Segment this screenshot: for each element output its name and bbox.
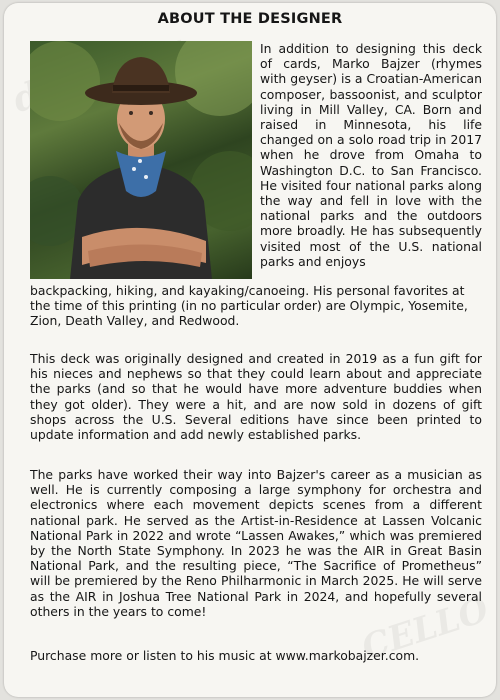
card-title: ABOUT THE DESIGNER <box>157 11 343 27</box>
designer-portrait-image <box>30 41 252 279</box>
watermark-bottom-right: CELLO <box>356 589 493 669</box>
bio-intro-text: In addition to designing this deck of cards, Marko Bajzer (rhymes with geyser) is a Croatian-American composer, bassoonist, and sculptor living in Mill Valley, CA. Born and raised in Minnesota, his life changed on a solo road trip in 2017 when he drove from Omaha to Washington D.C. to San Francisco. He visited four national parks along the way and fell in love with the national parks and the outdoors more broadly. He has subsequently visited most of the U.S. national parks and enjoys <box>260 41 482 269</box>
bio-continued-text: backpacking, hiking, and kayaking/canoeing. His personal favorites at the time of this printing (in no particular order) are Olympic, Yosemite, Zion, Death Valley, and Redwood. <box>30 283 468 329</box>
purchase-text: Purchase more or listen to his music at www.markobajzer.com. <box>30 648 420 663</box>
career-paragraph: The parks have worked their way into Bajzer's career as a musician as well. He is currently composing a large symphony for orchestra and electronics where each movement depicts scenes from a different national park. He served as the Artist-in-Residence at Lassen Volcanic National Park in 2022 and wrote “Lassen Awakes,” which was premiered by the North State Symphony. In 2023 he was the AIR in Great Basin National Park, and the resulting piece, “The Sacrifice of Prometheus” will be premiered by the Reno Philharmonic in March 2025. He will serve as the AIR in Joshua Tree National Park in 2024, and hopefully several others in the years to come! <box>30 467 482 619</box>
deck-history-paragraph: This deck was originally designed and created in 2019 as a fun gift for his nieces and nephews so that they could learn about and appreciate the parks (and so that he would have more adventure buddies when they got older). They were a hit, and are now sold in dozens of gift shops across the U.S. Several editions have since been printed to update information and add newly established parks. <box>30 351 482 443</box>
designer-card <box>4 3 496 697</box>
portrait-illustration <box>30 41 252 279</box>
